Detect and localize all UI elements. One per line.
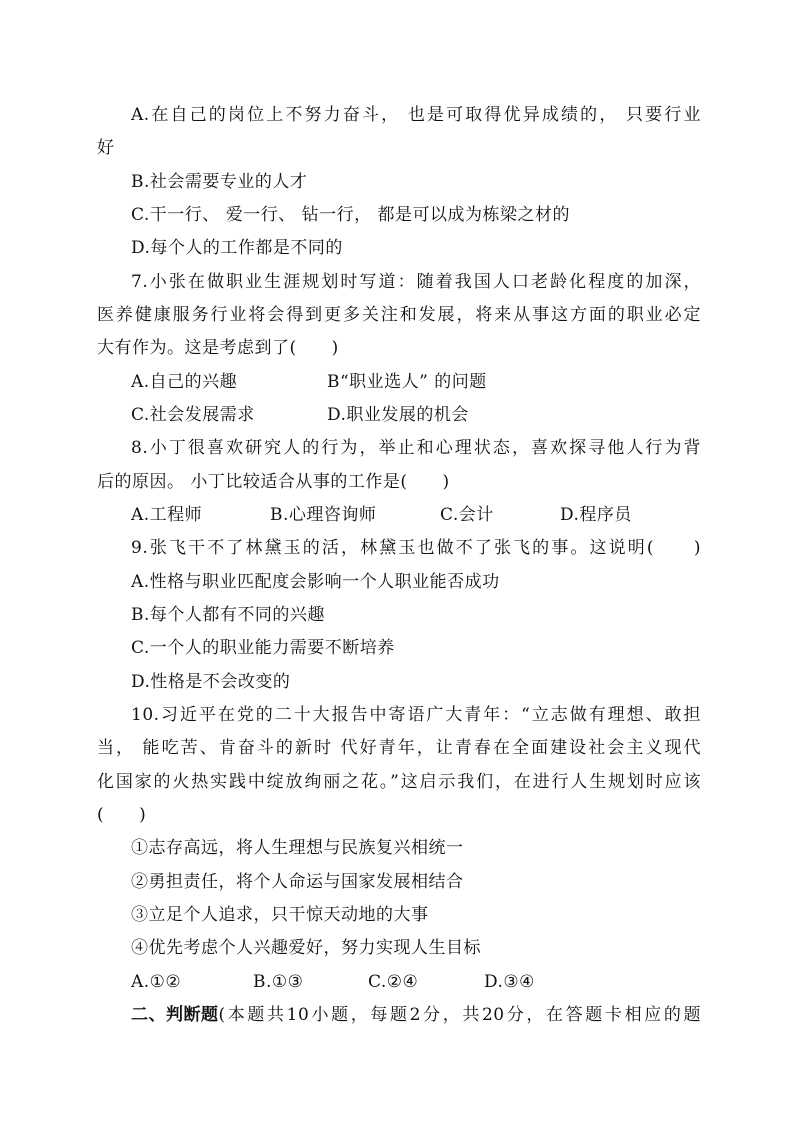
section2-line — [131, 1004, 701, 1026]
section2-heading: 二、判断题 — [131, 1005, 219, 1025]
q10-option-d: D.③④ — [484, 972, 535, 992]
q8-stem-line1: 8.小丁很喜欢研究人的行为，举止和心理状态，喜欢探寻他人行为背 — [131, 438, 701, 458]
q8-stem-line2: 后的原因。 小丁比较适合从事的工作是( ) — [97, 472, 450, 492]
q10-option-a: A.①② — [131, 972, 182, 992]
q10-option-c: C.②④ — [368, 972, 419, 992]
q6-option-a-line1: A.在自己的岗位上不努力奋斗， 也是可取得优异成绩的， 只要行业 — [131, 105, 701, 125]
q8-options-row — [0, 504, 794, 526]
q7-stem-line1: 7.小张在做职业生涯规划时写道：随着我国人口老龄化程度的加深， — [131, 272, 701, 292]
q6-option-a-line2: 好 — [97, 138, 115, 158]
q7-option-d: D.职业发展的机会 — [327, 405, 469, 425]
q10-item-4: ④优先考虑个人兴趣爱好，努力实现人生目标 — [131, 938, 481, 958]
q9-option-d: D.性格是不会改变的 — [131, 672, 291, 692]
q9-stem: 9.张飞干不了林黛玉的活，林黛玉也做不了张飞的事。这说明( ) — [131, 538, 701, 558]
q10-stem-line1: 10.习近平在党的二十大报告中寄语广大青年：“立志做有理想、敢担 — [131, 705, 701, 725]
q7-option-b: B“职业选人” 的问题 — [327, 372, 487, 392]
q10-stem-line3: 化国家的火热实践中绽放绚丽之花。”这启示我们，在进行人生规划时应该 — [97, 772, 701, 792]
q10-item-3: ③立足个人追求，只干惊天动地的大事 — [131, 905, 429, 925]
q10-item-2: ②勇担责任，将个人命运与国家发展相结合 — [131, 872, 464, 892]
q9-option-b: B.每个人都有不同的兴趣 — [131, 605, 325, 625]
q7-option-c: C.社会发展需求 — [131, 405, 255, 425]
q6-option-d: D.每个人的工作都是不同的 — [131, 238, 343, 258]
q7-option-a: A.自己的兴趣 — [131, 372, 238, 392]
section2-instructions: (本题共10小题，每题2分，共20分，在答题卡相应的题 — [218, 1005, 701, 1025]
q9-option-a: A.性格与职业匹配度会影响一个人职业能否成功 — [131, 572, 500, 592]
q9-option-c: C.一个人的职业能力需要不断培养 — [131, 638, 395, 658]
q8-option-a: A.工程师 — [131, 505, 203, 525]
q6-option-b: B.社会需要专业的人才 — [131, 172, 308, 192]
q7-stem-line2: 医养健康服务行业将会得到更多关注和发展，将来从事这方面的职业必定 — [97, 305, 701, 325]
q10-stem-line2: 当， 能吃苦、肯奋斗的新时 代好青年，让青春在全面建设社会主义现代 — [97, 738, 701, 758]
q10-option-b: B.①③ — [253, 972, 304, 992]
q8-option-c: C.会计 — [440, 505, 494, 525]
q10-stem-line4: ( ) — [97, 805, 147, 825]
q8-option-b: B.心理咨询师 — [270, 505, 377, 525]
q6-option-c: C.干一行、 爱一行、 钻一行， 都是可以成为栋梁之材的 — [131, 205, 571, 225]
q7-stem-line3: 大有作为。这是考虑到了( ) — [97, 338, 339, 358]
q8-option-d: D.程序员 — [560, 505, 632, 525]
q10-options-row — [0, 971, 794, 993]
q10-item-1: ①志存高远，将人生理想与民族复兴相统一 — [131, 838, 464, 858]
